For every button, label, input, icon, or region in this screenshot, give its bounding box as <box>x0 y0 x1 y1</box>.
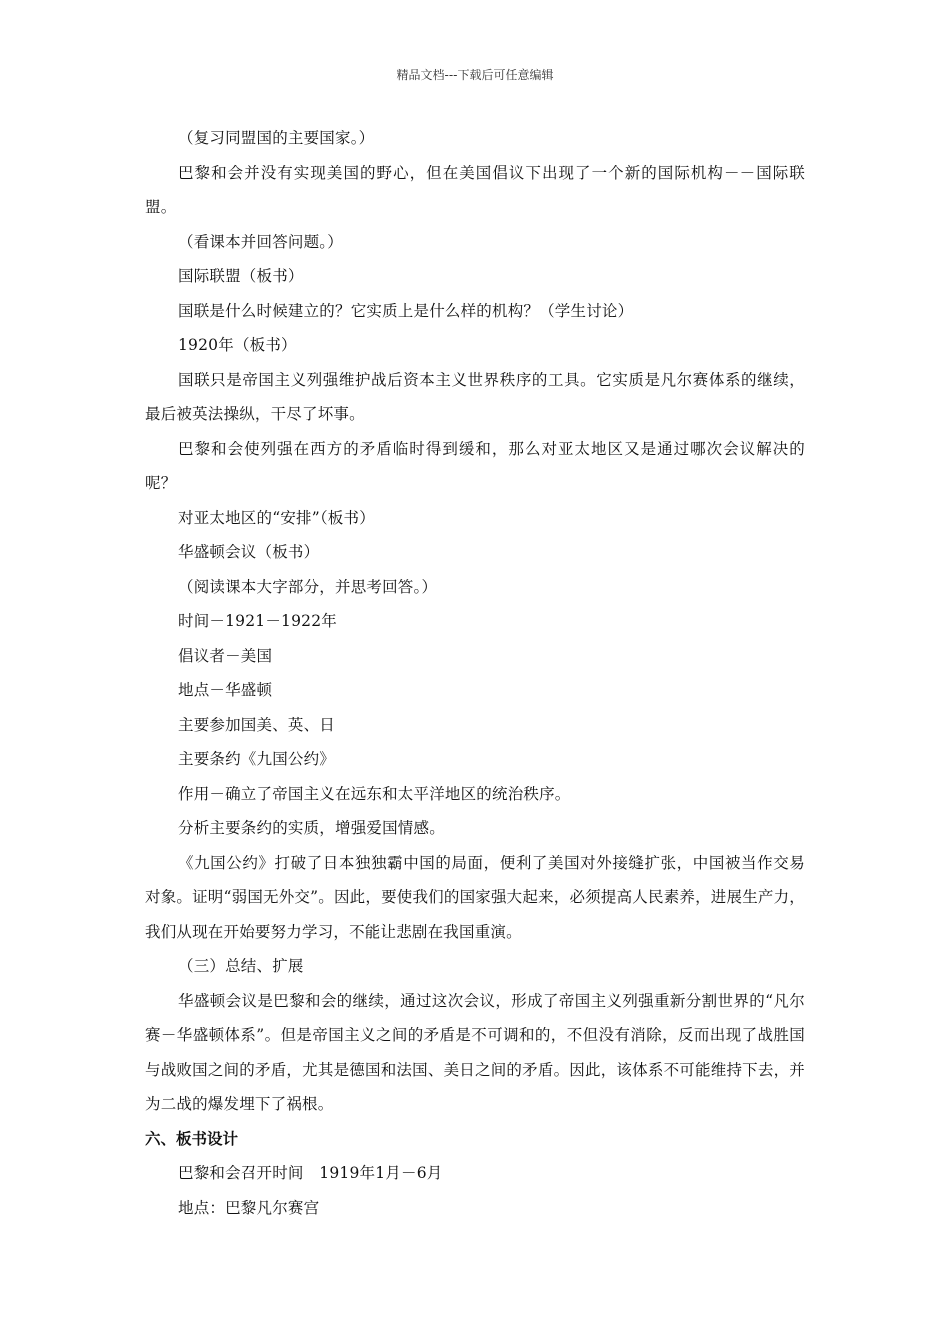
paragraph: 倡议者－美国 <box>178 646 273 665</box>
paragraph: （三）总结、扩展 <box>178 957 304 975</box>
paragraph: 主要参加国美、英、日 <box>178 715 336 734</box>
page-header: 精品文档---下载后可任意编辑 <box>396 68 554 82</box>
paragraph: 分析主要条约的实质，增强爱国情感。 <box>178 819 445 837</box>
paragraph: 《九国公约》打破了日本独独霸中国的局面，便利了美国对外接缝扩张，中国被当作交易对象。证明“弱国无外交”。因此，要使我们的国家强大起来，必须提高人民素养，进展生产力，我们从现在开始要努力学习，不能让悲剧在我国重演。 <box>145 853 805 941</box>
paragraph: 巴黎和会使列强在西方的矛盾临时得到缓和，那么对亚太地区又是通过哪次会议解决的呢？ <box>145 439 805 492</box>
paragraph: （复习同盟国的主要国家。） <box>178 129 375 147</box>
board-line: 地点：巴黎凡尔赛宫 <box>178 1198 320 1217</box>
paragraph: 华盛顿会议（板书） <box>178 543 320 561</box>
paragraph: 主要条约《九国公约》 <box>178 750 336 768</box>
paragraph: （看课本并回答问题。） <box>178 232 343 251</box>
paragraph: 巴黎和会并没有实现美国的野心，但在美国倡议下出现了一个新的国际机构－－国际联盟。 <box>145 163 805 216</box>
section-heading: 六、板书设计 <box>145 1129 239 1148</box>
paragraph: 国际联盟（板书） <box>178 267 304 285</box>
paragraph: 国联是什么时候建立的？它实质上是什么样的机构？（学生讨论） <box>178 301 634 320</box>
paragraph: 地点－华盛顿 <box>178 681 273 699</box>
paragraph: 作用－确立了帝国主义在远东和太平洋地区的统治秩序。 <box>178 784 571 803</box>
paragraph: 国联只是帝国主义列强维护战后资本主义世界秩序的工具。它实质是凡尔赛体系的继续，最后被英法操纵，干尽了坏事。 <box>145 370 805 423</box>
document-body <box>145 121 805 1225</box>
board-line: 巴黎和会召开时间 1919年1月－6月 <box>178 1164 443 1182</box>
paragraph: 华盛顿会议是巴黎和会的继续，通过这次会议，形成了帝国主义列强重新分割世界的“凡尔赛－华盛顿体系”。但是帝国主义之间的矛盾是不可调和的，不但没有消除，反而出现了战胜国与战败国之间的矛盾，尤其是德国和法国、美日之间的矛盾。因此，该体系不可能维持下去，并为二战的爆发埋下了祸根。 <box>145 991 805 1113</box>
paragraph: 1920年（板书） <box>178 336 297 354</box>
paragraph: （阅读课本大字部分，并思考回答。） <box>178 577 438 596</box>
paragraph: 对亚太地区的“安排”（板书） <box>178 508 375 527</box>
paragraph: 时间－1921－1922年 <box>178 612 337 630</box>
